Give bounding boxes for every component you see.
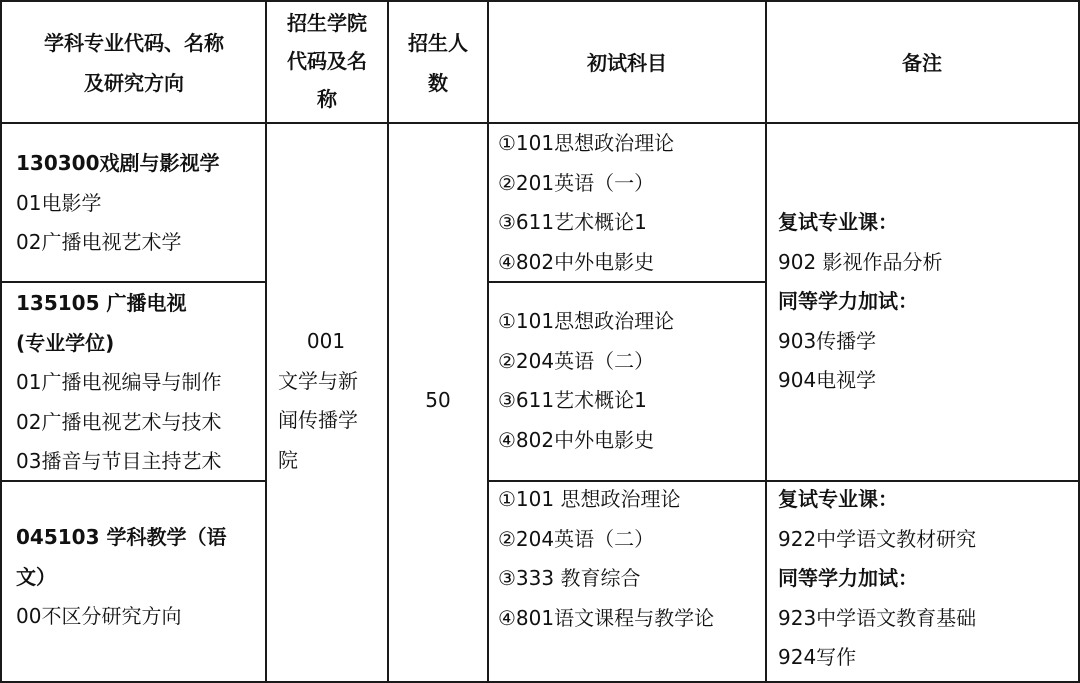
major-title: 文） — [16, 564, 56, 589]
cell-line: 招生人 — [408, 31, 468, 55]
notes-cell — [778, 480, 1076, 678]
note-heading: 同等学力加试： — [778, 289, 918, 313]
col-divider — [765, 0, 767, 683]
exam-subject: ③611艺术概论1 — [498, 388, 647, 412]
cell-line: 初试科目 — [587, 51, 667, 75]
note-heading: 复试专业课： — [778, 487, 898, 511]
cell-line: 学科专业代码、名称 — [44, 31, 224, 55]
research-direction: 02广播电视艺术与技术 — [16, 409, 222, 434]
exam-subject: ①101 思想政治理论 — [498, 487, 681, 511]
note-heading: 同等学力加试： — [778, 566, 918, 590]
research-direction: 02广播电视艺术学 — [16, 230, 182, 254]
col-divider — [265, 0, 267, 683]
exam-subjects-cell — [498, 480, 764, 638]
exam-subject: ④801语文课程与教学论 — [498, 605, 715, 630]
cell-line: 招生学院 — [287, 11, 367, 35]
school-name: 文学与新 — [278, 368, 358, 393]
exam-subjects-cell — [498, 302, 764, 460]
note-course: 902 影视作品分析 — [778, 249, 943, 274]
exam-subjects-cell — [498, 124, 764, 282]
col-divider — [487, 0, 489, 683]
cell-line: 备注 — [902, 51, 942, 75]
cell-line: 称 — [317, 87, 337, 111]
header-notes — [768, 44, 1076, 84]
note-course: 924写作 — [778, 645, 857, 669]
exam-subject: ③333 教育综合 — [498, 566, 641, 590]
research-direction: 01电影学 — [16, 190, 102, 215]
note-heading: 复试专业课： — [778, 210, 898, 234]
school-code: 001 — [306, 329, 346, 353]
school-name: 闻传播学 — [278, 408, 358, 432]
enrollment-count: 50 — [425, 388, 451, 412]
note-course: 922中学语文教材研究 — [778, 526, 977, 551]
header-exam-subjects — [490, 44, 764, 84]
cell-line: 代码及名 — [287, 49, 367, 73]
table-border-left — [0, 0, 2, 683]
major-cell — [16, 144, 264, 263]
cell-line: 及研究方向 — [84, 70, 184, 95]
exam-subject: ②204英语（二） — [498, 348, 655, 373]
header-school — [268, 4, 386, 118]
col-divider — [387, 0, 389, 683]
note-course: 904电视学 — [778, 368, 877, 392]
exam-subject: ④802中外电影史 — [498, 249, 655, 274]
school-name: 院 — [278, 447, 298, 472]
exam-subject: ②201英语（一） — [498, 170, 655, 195]
major-cell — [16, 518, 264, 637]
cell-line: 数 — [428, 70, 448, 95]
research-direction: 03播音与节目主持艺术 — [16, 449, 222, 473]
exam-subject: ①101思想政治理论 — [498, 131, 675, 155]
header-major — [6, 24, 262, 103]
major-title: 135105 广播电视 — [16, 291, 187, 315]
major-cell — [16, 284, 264, 482]
exam-subject: ③611艺术概论1 — [498, 210, 647, 234]
research-direction: 01广播电视编导与制作 — [16, 370, 222, 394]
exam-subject: ①101思想政治理论 — [498, 309, 675, 333]
major-title: (专业学位) — [16, 330, 115, 355]
research-direction: 00不区分研究方向 — [16, 604, 182, 628]
notes-cell — [778, 203, 1076, 401]
header-enrollment-count — [390, 24, 486, 103]
exam-subject: ②204英语（二） — [498, 526, 655, 551]
table-border-top — [0, 0, 1080, 2]
note-course: 923中学语文教育基础 — [778, 605, 977, 630]
note-course: 903传播学 — [778, 328, 877, 353]
major-title: 130300戏剧与影视学 — [16, 151, 220, 175]
school-cell — [278, 322, 384, 480]
major-title: 045103 学科教学（语 — [16, 525, 227, 549]
exam-subject: ④802中外电影史 — [498, 427, 655, 452]
row-divider — [0, 281, 266, 283]
